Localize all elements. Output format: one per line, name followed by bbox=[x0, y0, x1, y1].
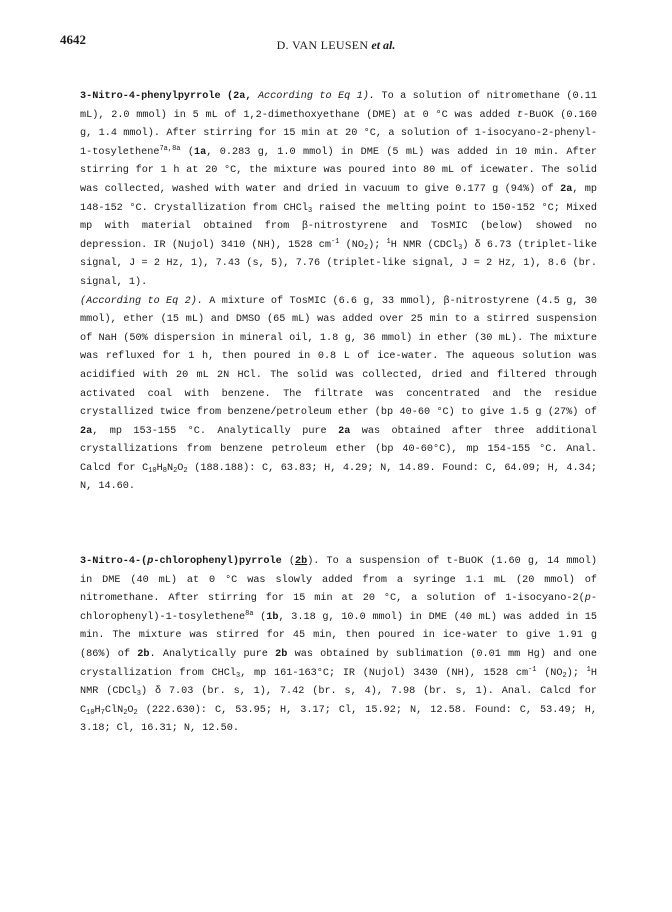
compound-ref: 2b bbox=[275, 648, 288, 660]
title-part: 3-Nitro-4-( bbox=[80, 556, 148, 567]
superscript: -1 bbox=[331, 237, 340, 246]
text-span: (222.630): C, 53.95; H, 3.17; Cl, 15.92; N, 12.58. Found: C, 53.49; H, 3.18; Cl, 16.31; N, 12.50. bbox=[80, 704, 597, 735]
text-span: , mp 148-152 °C. Crystallization from CHCl bbox=[80, 183, 597, 214]
text-span: ( bbox=[180, 146, 194, 158]
compound-ref: 1a bbox=[194, 146, 207, 158]
text-span: was obtained after three additional crystallizations from benzene petroleum ether (bp 40-60°C), mp 154-155 °C. Anal. Calcd for C bbox=[80, 425, 597, 474]
subscript: 2 bbox=[133, 708, 138, 717]
text-span: ( bbox=[281, 556, 295, 567]
text-span: -BuOK (0.160 g, 1.4 mmol). After stirring for 15 min at 20 °C, a solution of 1-isocyano-2-phenyl-1-tosylethene bbox=[80, 109, 597, 158]
subscript: 10 bbox=[86, 708, 95, 717]
text-span: raised the melting point to 150-152 °C; Mixed mp with material obtained from β-nitrostyrene and TosMIC (below) showed no depression. IR (Nujol) 3410 (NH), 1528 cm bbox=[80, 202, 597, 251]
text-span: N bbox=[166, 462, 174, 474]
text-span: ( bbox=[253, 611, 267, 623]
method-note: (According to Eq 2). bbox=[80, 295, 203, 307]
italic-span: t bbox=[516, 109, 523, 121]
text-span: -chlorophenyl)-1-tosylethene bbox=[80, 593, 597, 623]
paragraph-compound-2b bbox=[80, 553, 597, 739]
subscript: 2 bbox=[173, 466, 178, 475]
text-span: ) δ 7.03 (br. s, 1), 7.42 (br. s, 4), 7.98 (br. s, 1). Anal. Calcd for C bbox=[80, 686, 597, 716]
text-span: was obtained by sublimation (0.01 mm Hg) and one crystallization from CHCl bbox=[80, 648, 597, 679]
text-span: ). bbox=[307, 556, 320, 567]
superscript: 1 bbox=[386, 237, 391, 246]
subscript: 7 bbox=[100, 708, 105, 717]
running-head-etal: et al. bbox=[371, 38, 396, 52]
subscript: 2 bbox=[363, 243, 369, 252]
compound-title bbox=[80, 556, 282, 567]
compound-title: 3-Nitro-4-phenylpyrrole bbox=[80, 91, 221, 102]
subscript: 8 bbox=[162, 466, 167, 475]
text-span: H NMR (CDCl bbox=[80, 667, 597, 698]
method-note: According to Eq 1). bbox=[257, 91, 376, 102]
italic-span: p bbox=[584, 593, 591, 605]
text-span: H NMR (CDCl bbox=[390, 239, 459, 251]
text-span: ); bbox=[566, 667, 587, 679]
text-span: (NO bbox=[536, 667, 563, 679]
running-head-author: D. VAN LEUSEN bbox=[276, 38, 369, 52]
compound-ref: 2a bbox=[560, 183, 573, 195]
compound-ref: 1b bbox=[266, 611, 279, 623]
text-span: H bbox=[156, 462, 163, 474]
paragraph-compound-2a bbox=[80, 88, 597, 497]
subscript: 3 bbox=[136, 690, 141, 699]
compound-label: (2a, bbox=[227, 91, 252, 102]
text-span: , mp 153-155 °C. Analytically pure bbox=[92, 425, 339, 437]
subscript: 3 bbox=[458, 243, 463, 252]
text-span: . Analytically pure bbox=[149, 648, 276, 660]
subscript: 2 bbox=[183, 466, 188, 475]
text-span: (188.188): C, 63.83; H, 4.29; N, 14.89. Found: C, 64.09; H, 4.34; N, 14.60. bbox=[80, 462, 597, 493]
compound-ref: 2a bbox=[80, 425, 93, 437]
text-span: ); bbox=[368, 239, 387, 251]
subscript: 10 bbox=[148, 466, 157, 475]
text-span: To a suspension of t-BuOK (1.60 g, 14 mmol) in DME (40 mL) at 0 °C was slowly added from a syringe 1.1 mL (20 mmol) of nitromethane. After stirring for 15 min at 20 °C, a solution of 1-isocyano-2( bbox=[80, 556, 597, 605]
text-span: , mp 161-163°C; IR (Nujol) 3430 (NH), 1528 cm bbox=[240, 667, 529, 679]
running-head bbox=[0, 38, 672, 53]
text-span: , 0.283 g, 1.0 mmol) in DME (5 mL) was added in 10 min. After stirring for 1 h at 20 °C, the mixture was poured into 80 mL of icewater. The solid was collected, washed with water and dried in vacuum to give 0.177 g (94%) of bbox=[80, 146, 597, 195]
reference-mark: 7a,8a bbox=[159, 144, 181, 153]
superscript: -1 bbox=[528, 665, 537, 674]
text-span: O bbox=[127, 704, 134, 716]
subscript: 2 bbox=[123, 708, 128, 717]
text-span: ClN bbox=[104, 704, 124, 716]
superscript: 1 bbox=[586, 665, 591, 674]
compound-ref: 2a bbox=[338, 425, 351, 437]
compound-ref: 2b bbox=[137, 648, 150, 660]
title-part: -chlorophenyl)pyrrole bbox=[153, 556, 282, 567]
text-span: , 3.18 g, 10.0 mmol) in DME (40 mL) was added in 15 min. The mixture was stirred for 45 min, then poured in ice-water to give 1.91 g (86%) of bbox=[80, 611, 597, 660]
text-span: To a solution of nitromethane (0.11 mL), 2.0 mmol) in 5 mL of 1,2-dimethoxyethane (DME) at 0 °C was added bbox=[80, 91, 597, 121]
subscript: 3 bbox=[236, 671, 241, 680]
title-italic: p bbox=[147, 556, 154, 567]
text-span: (NO bbox=[339, 239, 364, 251]
reference-mark: 8a bbox=[245, 609, 254, 618]
page-number: 4642 bbox=[60, 32, 86, 47]
text-span: O bbox=[177, 462, 184, 474]
subscript: 2 bbox=[562, 671, 567, 680]
text-span: A mixture of TosMIC (6.6 g, 33 mmol), β-nitrostyrene (4.5 g, 30 mmol), ether (15 mL) and DMSO (65 mL) was added over 25 min to a stirred suspension of NaH (50% dispersion in mineral oil, 1.8 g, 36 mmol) in ether (30 mL). The mixture was refluxed for 1 h, then poured in 0.8 L of ice-water. The aqueous solution was acidified with 20 mL 2N HCl. The solid was collected, dried and filtered through activated coal with benzene. The filtrate was concentrated and the residue crystallized twice from benzene/petroleum ether (bp 40-60 °C) to give 1.5 g (27%) of bbox=[80, 295, 597, 419]
text-span: ) δ 6.73 (triplet-like signal, J = 2 Hz, 1), 7.43 (s, 5), 7.76 (triplet-like signal, J = 2 Hz, 1), 8.6 (br. signal, 1). bbox=[80, 239, 598, 288]
compound-label: 2b bbox=[294, 556, 308, 567]
subscript: 3 bbox=[308, 206, 313, 215]
text-span: H bbox=[94, 704, 101, 716]
